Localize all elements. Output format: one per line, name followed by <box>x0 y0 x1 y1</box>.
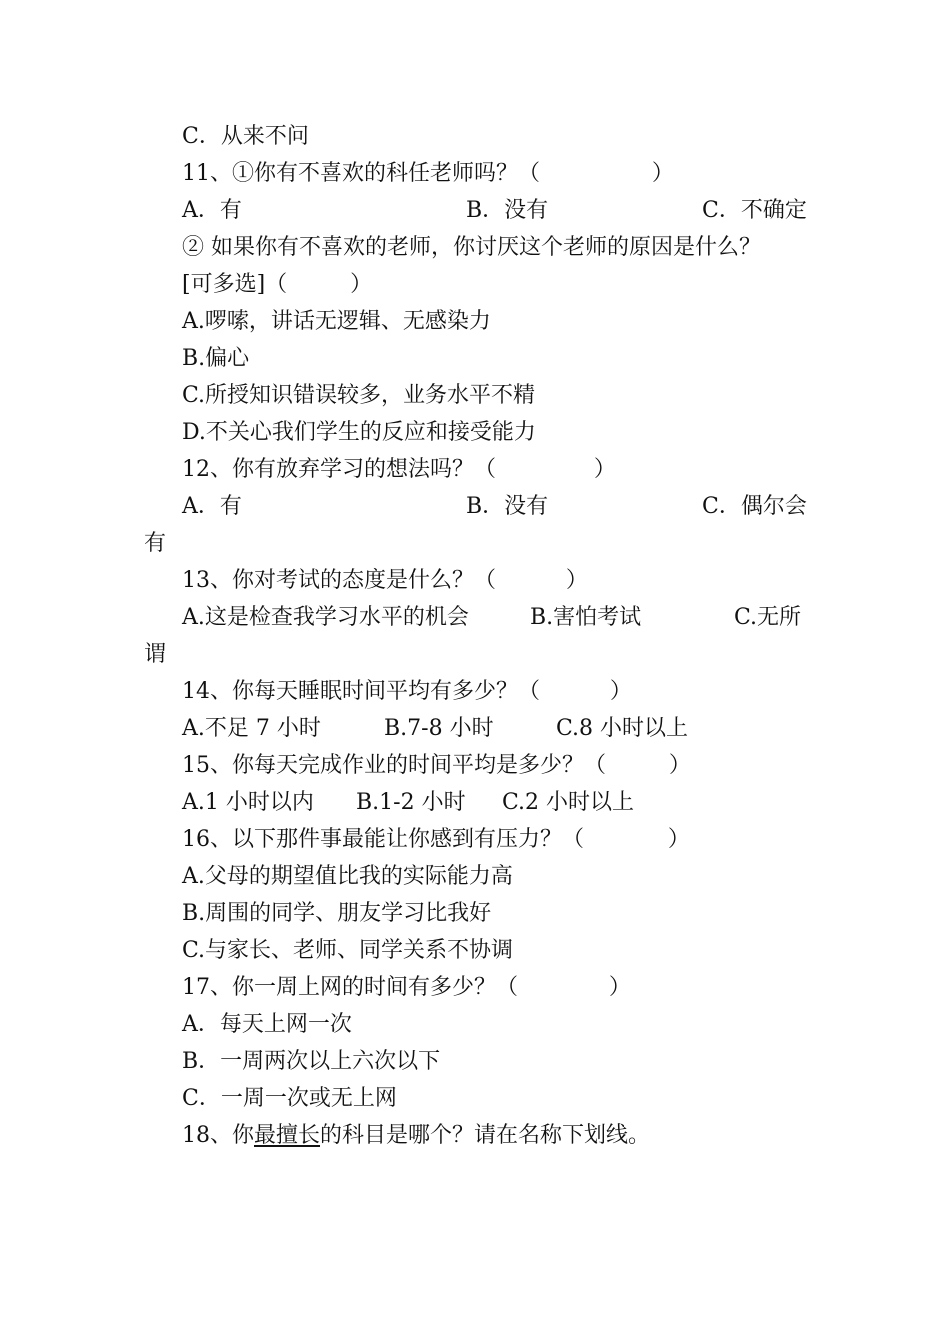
q11-question: 11、①你有不喜欢的科任老师吗？（ ） <box>182 161 674 186</box>
q11-option-a: A．有 <box>182 198 242 223</box>
q12-option-a: A．有 <box>182 494 242 519</box>
q16-option-b: B.周围的同学、朋友学习比我好 <box>182 901 492 926</box>
q10-option-c: C．从来不问 <box>182 124 309 149</box>
q11-multiselect-note: [可多选]（ ） <box>182 272 373 297</box>
q18-underlined-phrase: 最擅长 <box>254 1123 321 1148</box>
q14-question: 14、你每天睡眠时间平均有多少？（ ） <box>182 679 632 704</box>
q18-suffix: 的科目是哪个？请在名称下划线。 <box>320 1123 651 1148</box>
q11-followup-question: ② 如果你有不喜欢的老师，你讨厌这个老师的原因是什么？ <box>182 235 761 260</box>
q12-option-b: B．没有 <box>466 494 549 519</box>
q17-option-a: A．每天上网一次 <box>182 1012 352 1037</box>
q11-reason-d: D.不关心我们学生的反应和接受能力 <box>182 420 536 445</box>
q15-option-c: C.2 小时以上 <box>502 790 635 815</box>
q14-option-b: B.7-8 小时 <box>384 716 494 741</box>
q13-option-a: A.这是检查我学习水平的机会 <box>182 605 469 630</box>
q15-option-a: A.1 小时以内 <box>182 790 314 815</box>
q16-option-c: C.与家长、老师、同学关系不协调 <box>182 938 514 963</box>
q14-option-c: C.8 小时以上 <box>556 716 689 741</box>
q11-reason-b: B.偏心 <box>182 346 250 371</box>
q12-question: 12、你有放弃学习的想法吗？（ ） <box>182 457 616 482</box>
q18-question <box>182 1121 650 1151</box>
q17-question: 17、你一周上网的时间有多少？（ ） <box>182 975 631 1000</box>
q17-option-b: B．一周两次以上六次以下 <box>182 1049 441 1074</box>
q11-reason-c: C.所授知识错误较多，业务水平不精 <box>182 383 536 408</box>
q11-reason-a: A.啰嗦，讲话无逻辑、无感染力 <box>182 309 491 334</box>
q11-option-b: B．没有 <box>466 198 549 223</box>
q15-question: 15、你每天完成作业的时间平均是多少？（ ） <box>182 753 691 778</box>
q18-prefix: 18、你 <box>182 1123 254 1148</box>
q13-option-c-wrap: 谓 <box>144 642 167 667</box>
q16-option-a: A.父母的期望值比我的实际能力高 <box>182 864 513 889</box>
q17-option-c: C．一周一次或无上网 <box>182 1086 397 1111</box>
q15-option-b: B.1-2 小时 <box>356 790 466 815</box>
q13-question: 13、你对考试的态度是什么？（ ） <box>182 568 588 593</box>
q13-option-c: C.无所 <box>734 605 802 630</box>
q13-option-b: B.害怕考试 <box>530 605 642 630</box>
q12-option-c-wrap: 有 <box>144 531 167 556</box>
q16-question: 16、以下那件事最能让你感到有压力？（ ） <box>182 827 690 852</box>
q12-option-c: C．偶尔会 <box>702 494 807 519</box>
q11-option-c: C．不确定 <box>702 198 807 223</box>
q14-option-a: A.不足 7 小时 <box>182 716 321 741</box>
